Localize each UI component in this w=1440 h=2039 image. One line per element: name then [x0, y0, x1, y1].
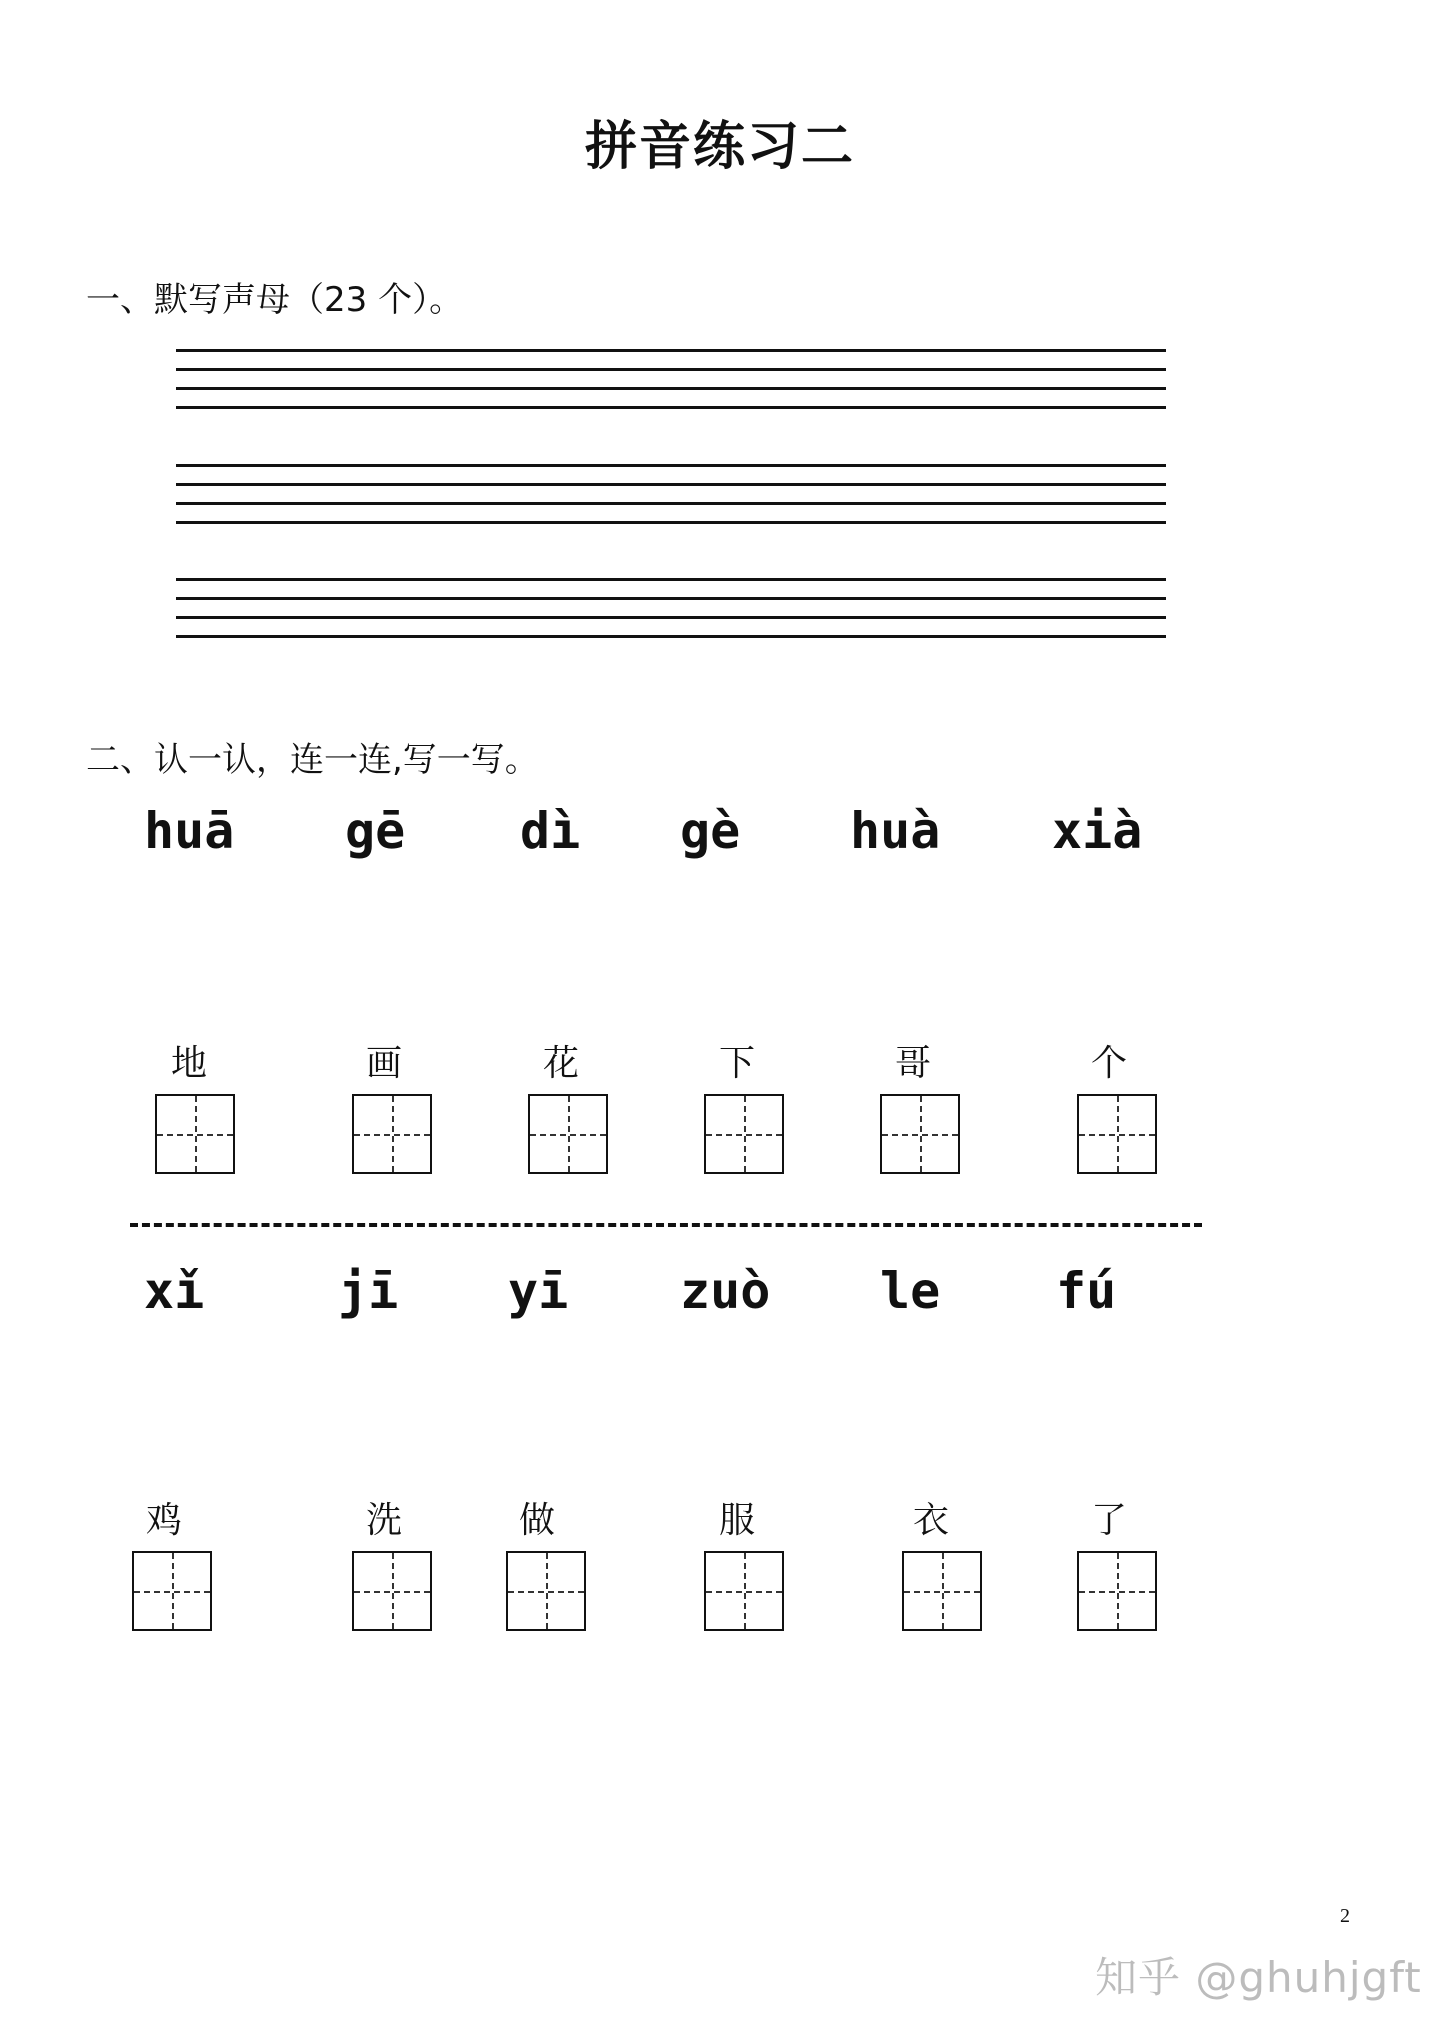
page-number: 2 — [1340, 1905, 1350, 1927]
pinyin-row1-1: huā — [144, 802, 235, 860]
writing-box — [880, 1094, 960, 1174]
pinyin-row2-2: jī — [338, 1262, 399, 1320]
writing-box — [506, 1551, 586, 1631]
writing-staff-2 — [176, 464, 1166, 524]
char-row1-2: 画 — [365, 1043, 402, 1084]
pinyin-row2-4: zuò — [680, 1262, 771, 1320]
char-row1-4: 下 — [718, 1043, 755, 1084]
writing-box — [155, 1094, 235, 1174]
page-title: 拼音练习二 — [584, 117, 855, 177]
char-row1-5: 哥 — [894, 1043, 931, 1084]
section-1-heading: 一、默写声母（23 个）。 — [86, 280, 464, 320]
writing-box — [704, 1094, 784, 1174]
dashed-divider — [130, 1223, 1202, 1227]
char-row2-5: 衣 — [912, 1500, 949, 1541]
pinyin-row1-4: gè — [680, 802, 741, 860]
char-row2-3: 做 — [518, 1500, 555, 1541]
pinyin-row1-5: huà — [850, 802, 941, 860]
writing-box — [704, 1551, 784, 1631]
char-row2-6: 了 — [1090, 1500, 1127, 1541]
writing-box — [902, 1551, 982, 1631]
char-row1-3: 花 — [542, 1043, 579, 1084]
pinyin-row1-2: gē — [345, 802, 406, 860]
section-2-heading: 二、认一认，连一连,写一写。 — [86, 740, 539, 780]
watermark: 知乎 @ghuhjgft — [1095, 1953, 1422, 2002]
writing-box — [1077, 1094, 1157, 1174]
writing-box — [352, 1551, 432, 1631]
pinyin-row1-6: xià — [1052, 802, 1143, 860]
char-row2-2: 洗 — [365, 1500, 402, 1541]
char-row2-1: 鸡 — [145, 1500, 182, 1541]
pinyin-row2-6: fú — [1056, 1262, 1117, 1320]
writing-staff-3 — [176, 578, 1166, 638]
writing-box — [1077, 1551, 1157, 1631]
pinyin-row2-1: xǐ — [144, 1262, 205, 1320]
pinyin-row2-5: le — [880, 1262, 941, 1320]
char-row1-1: 地 — [170, 1043, 207, 1084]
char-row1-6: 个 — [1090, 1043, 1127, 1084]
writing-staff-1 — [176, 349, 1166, 409]
writing-box — [132, 1551, 212, 1631]
writing-box — [352, 1094, 432, 1174]
pinyin-row1-3: dì — [520, 802, 581, 860]
pinyin-row2-3: yī — [508, 1262, 569, 1320]
char-row2-4: 服 — [718, 1500, 755, 1541]
writing-box — [528, 1094, 608, 1174]
